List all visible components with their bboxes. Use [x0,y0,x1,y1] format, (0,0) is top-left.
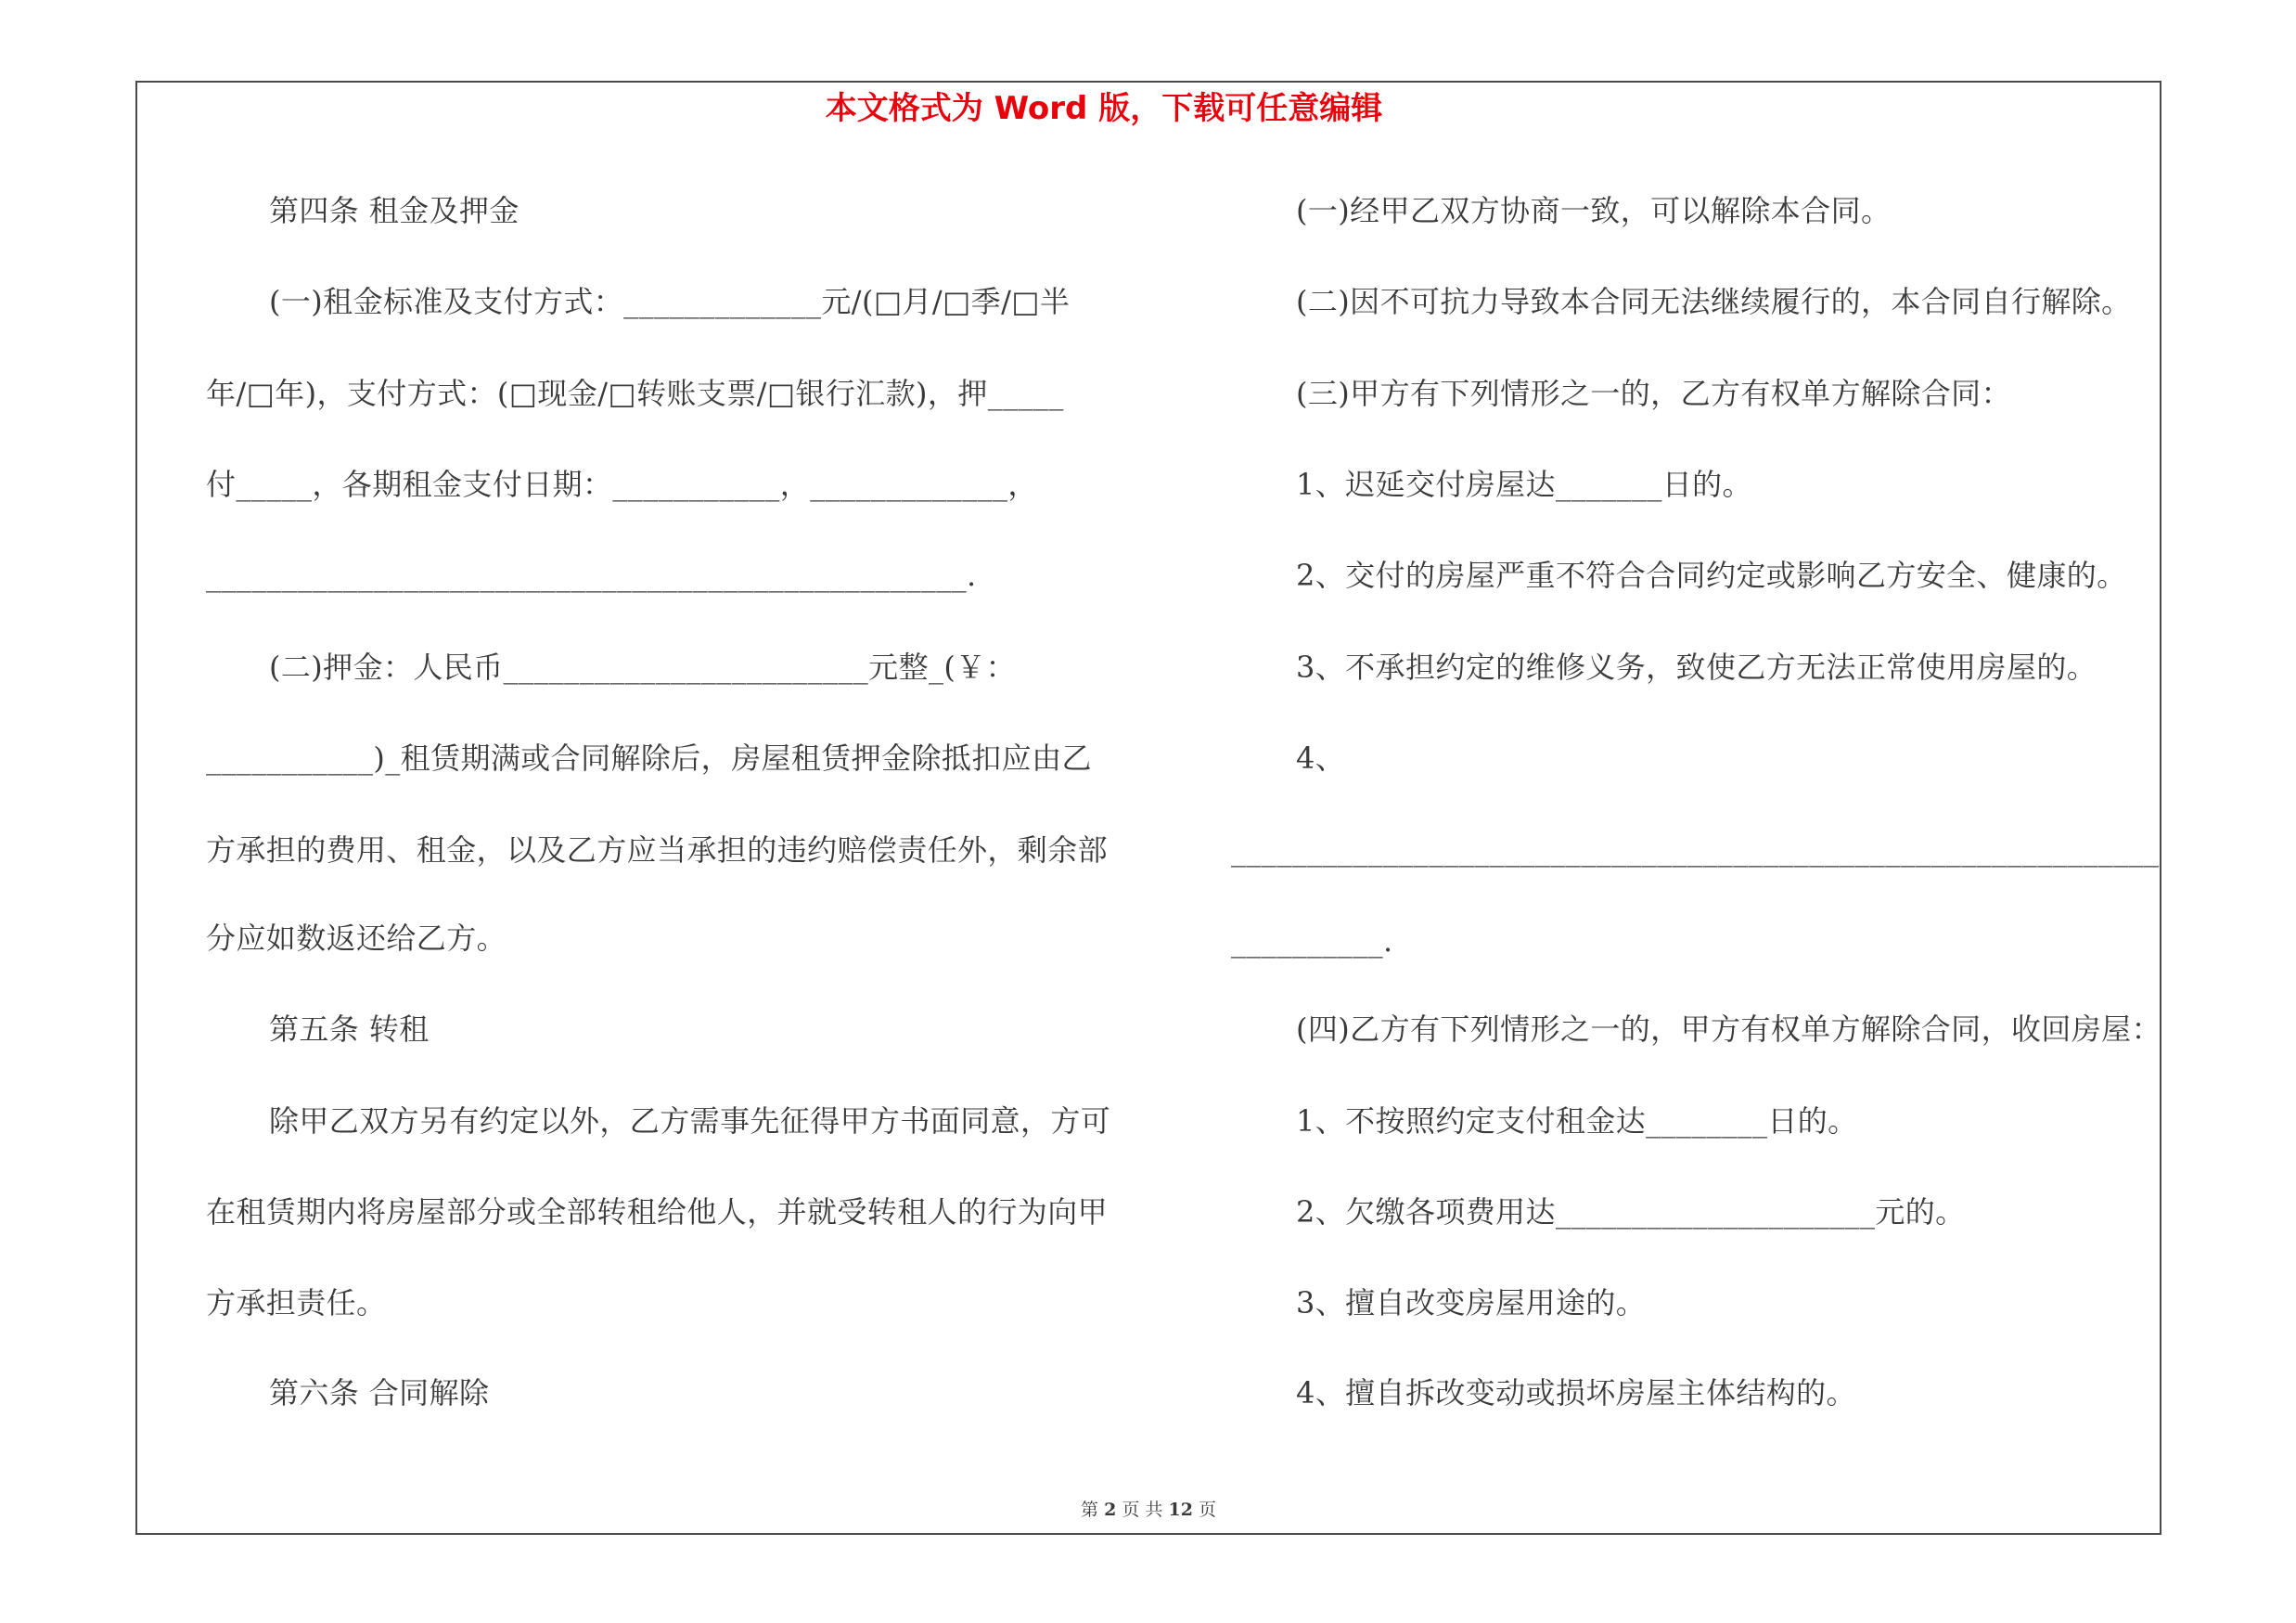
deposit-line-2: ___________)_租赁期满或合同解除后，房屋租赁押金除抵扣应由乙 [206,741,1092,776]
tenant-breach-item-1: 1、不按照约定支付租金达________日的。 [1296,1103,1858,1139]
rent-standard-line-4: __________________________________________________. [206,558,977,593]
total-pages-number: 12 [1168,1500,1193,1520]
deposit-line-3: 方承担的费用、租金，以及乙方应当承担的违约赔偿责任外，剩余部 [206,832,1109,868]
tenant-breach-item-2: 2、欠缴各项费用达_____________________元的。 [1296,1194,1966,1230]
landlord-breach-item-4: 4、 [1296,741,1346,776]
footer-prefix: 第 [1081,1500,1099,1520]
termination-clause-4: (四)乙方有下列情形之一的，甲方有权单方解除合同，收回房屋： [1296,1011,2161,1047]
deposit-line-1: (二)押金：人民币________________________元整_(￥： [269,650,1017,685]
landlord-breach-item-3: 3、不承担约定的维修义务，致使乙方无法正常使用房屋的。 [1296,650,2097,685]
blank-fill-line-long: _____________________________________________________________ [1231,832,2160,868]
rent-standard-line-2: 年/□年)，支付方式：(□现金/□转账支票/□银行汇款)，押_____ [206,376,1064,411]
deposit-line-4: 分应如数返还给乙方。 [206,921,507,956]
tenant-breach-item-3: 3、擅自改变房屋用途的。 [1296,1285,1647,1320]
footer-of-word: 共 [1145,1500,1163,1520]
rent-standard-line-3: 付_____，各期租金支付日期：___________，_____________， [206,467,1038,502]
article-5-title: 第五条 转租 [269,1011,430,1047]
sublease-line-3: 方承担责任。 [206,1285,387,1320]
article-4-title: 第四条 租金及押金 [269,193,519,228]
footer-pages-word: 页 [1198,1500,1216,1520]
termination-clause-3: (三)甲方有下列情形之一的，乙方有权单方解除合同： [1296,376,2011,411]
article-6-title: 第六条 合同解除 [269,1375,490,1410]
footer-page-word: 页 [1122,1500,1140,1520]
sublease-line-2: 在租赁期内将房屋部分或全部转租给他人，并就受转租人的行为向甲 [206,1194,1109,1230]
sublease-line-1: 除甲乙双方另有约定以外，乙方需事先征得甲方书面同意，方可 [269,1103,1111,1139]
page-footer [1009,1497,1288,1523]
blank-fill-line-short: __________. [1231,923,1393,959]
landlord-breach-item-2: 2、交付的房屋严重不符合合同约定或影响乙方安全、健康的。 [1296,558,2127,593]
termination-clause-1: (一)经甲乙双方协商一致，可以解除本合同。 [1296,193,1892,228]
format-notice-heading: 本文格式为 Word 版，下载可任意编辑 [825,90,1383,127]
rent-standard-line-1: (一)租金标准及支付方式：_____________元/(□月/□季/□半 [269,284,1071,319]
tenant-breach-item-4: 4、擅自拆改变动或损坏房屋主体结构的。 [1296,1375,1856,1410]
termination-clause-2: (二)因不可抗力导致本合同无法继续履行的，本合同自行解除。 [1296,284,2132,319]
landlord-breach-item-1: 1、迟延交付房屋达_______日的。 [1296,467,1752,502]
current-page-number: 2 [1104,1500,1117,1520]
